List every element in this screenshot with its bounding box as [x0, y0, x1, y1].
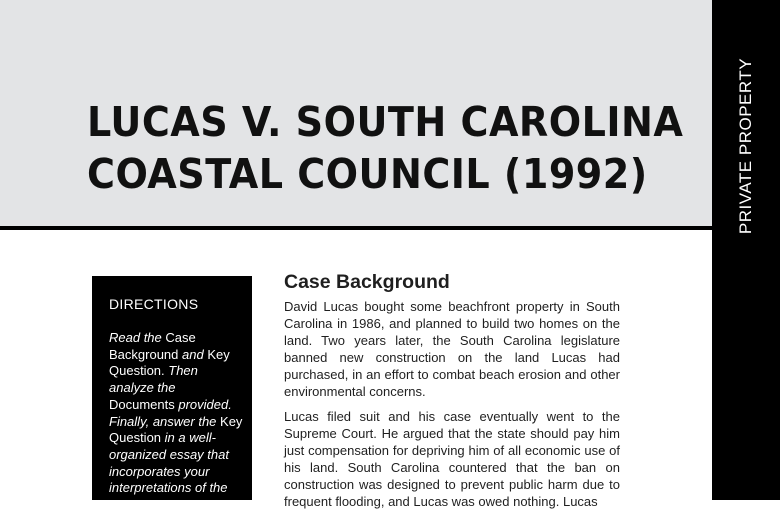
directions-segment: Key Question.	[109, 346, 230, 379]
case-background-section	[284, 271, 620, 518]
directions-segment: Then analyze the	[109, 363, 198, 396]
directions-body	[109, 330, 244, 514]
page-title	[87, 96, 684, 200]
directions-segment: Case Background	[109, 330, 196, 362]
case-background-paragraph: David Lucas bought some beachfront property in South Carolina in 1986, and planned to build two homes on the land. Two years later, the South Carolina legislature banned new construction on the land Lucas had purchased, in an effort to combat beach erosion and other environmental concerns.	[284, 299, 620, 399]
directions-segment: and	[182, 346, 208, 362]
case-background-paragraph: Lucas filed suit and his case eventually went to the Supreme Court. He argued that the state should pay him just compensation for depriving him of all economic use of his land. South Carolina countered that the ban on construction was designed to prevent public harm due to frequent flooding, and Lucas was owed nothing. Lucas	[284, 409, 620, 509]
header-rule	[0, 226, 712, 230]
page-title-line-1: LUCAS V. SOUTH CAROLINA	[87, 98, 684, 146]
page-title-line-2: COASTAL COUNCIL (1992)	[87, 150, 648, 198]
directions-segment: Documents	[109, 497, 175, 513]
directions-segment: Documents	[109, 396, 179, 412]
directions-segment: provided. Finally, answer the	[109, 396, 232, 429]
side-label: PRIVATE PROPERTY	[736, 57, 755, 235]
case-background-heading: Case Background	[284, 271, 450, 293]
directions-heading: DIRECTIONS	[109, 296, 199, 312]
directions-segment: Key Question	[109, 413, 243, 446]
directions-segment: in a well-organized essay that incorporates your interpretations of the	[109, 430, 229, 496]
directions-segment: Read the	[109, 330, 166, 345]
directions-box	[92, 276, 252, 513]
